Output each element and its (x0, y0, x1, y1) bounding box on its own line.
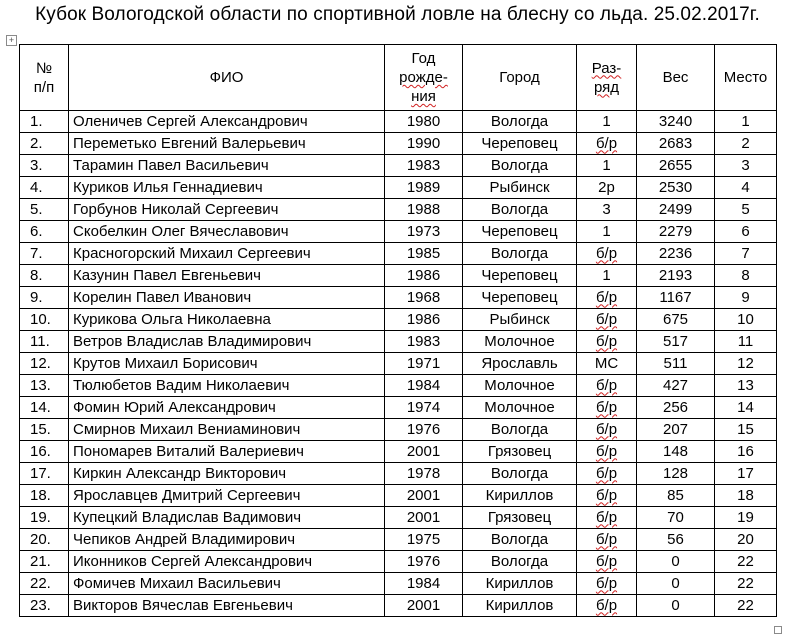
header-city: Город (463, 45, 577, 111)
cell-num: 10. (20, 309, 69, 331)
header-rank (577, 45, 637, 111)
cell-rank-text: б/р (595, 244, 618, 262)
table-header-row (20, 45, 777, 111)
cell-fio: Скобелкин Олег Вячеславович (69, 221, 385, 243)
cell-weight: 148 (637, 441, 715, 463)
cell-rank: МС (577, 353, 637, 375)
cell-place: 18 (715, 485, 777, 507)
cell-rank-text: б/р (595, 486, 618, 504)
cell-year: 1971 (385, 353, 463, 375)
table-row (20, 573, 777, 595)
cell-place: 8 (715, 265, 777, 287)
cell-fio: Ветров Владислав Владимирович (69, 331, 385, 353)
header-place: Место (715, 45, 777, 111)
cell-weight: 85 (637, 485, 715, 507)
cell-weight: 2279 (637, 221, 715, 243)
cell-year: 1974 (385, 397, 463, 419)
header-weight: Вес (637, 45, 715, 111)
cell-year: 1986 (385, 265, 463, 287)
cell-weight: 256 (637, 397, 715, 419)
cell-rank-text: б/р (595, 288, 618, 306)
cell-fio: Иконников Сергей Александрович (69, 551, 385, 573)
cell-weight: 56 (637, 529, 715, 551)
cell-fio: Тюлюбетов Вадим Николаевич (69, 375, 385, 397)
cell-rank (577, 309, 637, 331)
cell-year: 1980 (385, 111, 463, 133)
table-row (20, 375, 777, 397)
cell-year: 2001 (385, 507, 463, 529)
cell-rank (577, 551, 637, 573)
cell-rank: 1 (577, 155, 637, 177)
header-num-line1: № (35, 59, 53, 77)
cell-num: 2. (20, 133, 69, 155)
table-row (20, 529, 777, 551)
cell-rank (577, 595, 637, 617)
cell-num: 14. (20, 397, 69, 419)
cell-weight: 70 (637, 507, 715, 529)
table-row (20, 331, 777, 353)
cell-place: 12 (715, 353, 777, 375)
cell-fio: Пономарев Виталий Валериевич (69, 441, 385, 463)
cell-city: Вологда (463, 419, 577, 441)
cell-rank (577, 287, 637, 309)
header-num (20, 45, 69, 111)
table-row (20, 309, 777, 331)
cell-weight: 1167 (637, 287, 715, 309)
cell-rank-text: б/р (595, 464, 618, 482)
cell-city: Череповец (463, 133, 577, 155)
cell-city: Череповец (463, 287, 577, 309)
cell-weight: 0 (637, 595, 715, 617)
cell-city: Грязовец (463, 507, 577, 529)
table-resize-handle[interactable] (774, 626, 782, 634)
cell-place: 22 (715, 573, 777, 595)
cell-fio: Курикова Ольга Николаевна (69, 309, 385, 331)
cell-num: 3. (20, 155, 69, 177)
cell-year: 1986 (385, 309, 463, 331)
cell-rank-text: б/р (595, 442, 618, 460)
cell-rank-text: б/р (595, 530, 618, 548)
cell-fio: Викторов Вячеслав Евгеньевич (69, 595, 385, 617)
cell-year: 1983 (385, 155, 463, 177)
cell-fio: Горбунов Николай Сергеевич (69, 199, 385, 221)
cell-fio: Переметько Евгений Валерьевич (69, 133, 385, 155)
cell-weight: 3240 (637, 111, 715, 133)
cell-weight: 517 (637, 331, 715, 353)
cell-rank-text: б/р (595, 134, 618, 152)
cell-place: 22 (715, 551, 777, 573)
cell-weight: 207 (637, 419, 715, 441)
cell-city: Молочное (463, 331, 577, 353)
cell-fio: Фомин Юрий Александрович (69, 397, 385, 419)
cell-fio: Красногорский Михаил Сергеевич (69, 243, 385, 265)
cell-weight: 2499 (637, 199, 715, 221)
header-num-line2: п/п (33, 78, 55, 96)
table-row (20, 133, 777, 155)
table-row (20, 111, 777, 133)
cell-num: 6. (20, 221, 69, 243)
cell-rank: 3 (577, 199, 637, 221)
cell-weight: 511 (637, 353, 715, 375)
cell-year: 1984 (385, 375, 463, 397)
cell-rank-text: б/р (595, 508, 618, 526)
cell-year: 1985 (385, 243, 463, 265)
table-row (20, 243, 777, 265)
header-year-line3: ния (411, 88, 436, 105)
cell-fio: Казунин Павел Евгеньевич (69, 265, 385, 287)
table-move-handle-icon[interactable]: + (6, 35, 17, 46)
cell-city: Молочное (463, 397, 577, 419)
cell-fio: Крутов Михаил Борисович (69, 353, 385, 375)
cell-place: 9 (715, 287, 777, 309)
table-row (20, 353, 777, 375)
results-table (19, 44, 777, 617)
cell-city: Вологда (463, 551, 577, 573)
cell-place: 13 (715, 375, 777, 397)
cell-place: 20 (715, 529, 777, 551)
header-rank-line2: ряд (593, 78, 620, 96)
cell-place: 7 (715, 243, 777, 265)
cell-num: 21. (20, 551, 69, 573)
table-row (20, 551, 777, 573)
cell-fio: Тарамин Павел Васильевич (69, 155, 385, 177)
cell-rank: 1 (577, 221, 637, 243)
cell-year: 1976 (385, 419, 463, 441)
cell-place: 11 (715, 331, 777, 353)
cell-num: 9. (20, 287, 69, 309)
cell-fio: Корелин Павел Иванович (69, 287, 385, 309)
cell-rank: 2р (577, 177, 637, 199)
cell-num: 15. (20, 419, 69, 441)
cell-year: 1975 (385, 529, 463, 551)
cell-weight: 128 (637, 463, 715, 485)
header-year (385, 45, 463, 111)
cell-year: 2001 (385, 595, 463, 617)
cell-num: 11. (20, 331, 69, 353)
cell-weight: 2530 (637, 177, 715, 199)
cell-rank: 1 (577, 265, 637, 287)
cell-year: 1984 (385, 573, 463, 595)
cell-rank-text: б/р (595, 376, 618, 394)
header-fio: ФИО (69, 45, 385, 111)
cell-rank (577, 397, 637, 419)
cell-place: 22 (715, 595, 777, 617)
cell-num: 12. (20, 353, 69, 375)
cell-rank: 1 (577, 111, 637, 133)
cell-place: 10 (715, 309, 777, 331)
cell-rank-text: б/р (595, 596, 618, 614)
table-row (20, 199, 777, 221)
cell-city: Вологда (463, 111, 577, 133)
cell-year: 1976 (385, 551, 463, 573)
cell-fio: Фомичев Михаил Васильевич (69, 573, 385, 595)
cell-rank (577, 529, 637, 551)
table-row (20, 507, 777, 529)
table-row (20, 221, 777, 243)
cell-city: Молочное (463, 375, 577, 397)
cell-rank (577, 243, 637, 265)
cell-city: Вологда (463, 243, 577, 265)
cell-num: 20. (20, 529, 69, 551)
cell-rank-text: б/р (595, 310, 618, 328)
cell-city: Вологда (463, 463, 577, 485)
table-row (20, 485, 777, 507)
cell-weight: 2236 (637, 243, 715, 265)
cell-fio: Купецкий Владислав Вадимович (69, 507, 385, 529)
cell-num: 23. (20, 595, 69, 617)
cell-year: 2001 (385, 441, 463, 463)
cell-city: Грязовец (463, 441, 577, 463)
cell-num: 19. (20, 507, 69, 529)
table-row (20, 265, 777, 287)
cell-fio: Ярославцев Дмитрий Сергеевич (69, 485, 385, 507)
cell-num: 18. (20, 485, 69, 507)
cell-place: 15 (715, 419, 777, 441)
cell-place: 2 (715, 133, 777, 155)
cell-place: 4 (715, 177, 777, 199)
table-row (20, 419, 777, 441)
cell-rank-text: б/р (595, 398, 618, 416)
cell-num: 13. (20, 375, 69, 397)
cell-city: Вологда (463, 529, 577, 551)
cell-city: Кириллов (463, 595, 577, 617)
cell-year: 1973 (385, 221, 463, 243)
cell-city: Рыбинск (463, 309, 577, 331)
cell-rank (577, 463, 637, 485)
cell-weight: 675 (637, 309, 715, 331)
table-row (20, 441, 777, 463)
cell-num: 16. (20, 441, 69, 463)
cell-city: Рыбинск (463, 177, 577, 199)
table-row (20, 463, 777, 485)
cell-weight: 0 (637, 551, 715, 573)
cell-rank (577, 485, 637, 507)
cell-num: 8. (20, 265, 69, 287)
cell-rank (577, 441, 637, 463)
cell-num: 17. (20, 463, 69, 485)
document-title: Кубок Вологодской области по спортивной ловле на блесну со льда. 25.02.2017г. (35, 4, 760, 25)
cell-rank (577, 573, 637, 595)
cell-rank-text: б/р (595, 574, 618, 592)
cell-weight: 0 (637, 573, 715, 595)
cell-num: 7. (20, 243, 69, 265)
cell-weight: 2655 (637, 155, 715, 177)
cell-rank (577, 375, 637, 397)
cell-place: 17 (715, 463, 777, 485)
cell-fio: Киркин Александр Викторович (69, 463, 385, 485)
cell-place: 6 (715, 221, 777, 243)
table-row (20, 177, 777, 199)
header-year-line1: Год (411, 50, 436, 67)
cell-city: Ярославль (463, 353, 577, 375)
table-row (20, 595, 777, 617)
cell-city: Вологда (463, 155, 577, 177)
cell-city: Кириллов (463, 485, 577, 507)
cell-weight: 427 (637, 375, 715, 397)
cell-num: 5. (20, 199, 69, 221)
cell-fio: Оленичев Сергей Александрович (69, 111, 385, 133)
cell-place: 14 (715, 397, 777, 419)
cell-place: 19 (715, 507, 777, 529)
cell-fio: Смирнов Михаил Вениаминович (69, 419, 385, 441)
cell-weight: 2193 (637, 265, 715, 287)
header-year-line2: рожде- (399, 69, 448, 86)
cell-fio: Куриков Илья Геннадиевич (69, 177, 385, 199)
cell-year: 1988 (385, 199, 463, 221)
cell-weight: 2683 (637, 133, 715, 155)
cell-city: Кириллов (463, 573, 577, 595)
cell-city: Вологда (463, 199, 577, 221)
cell-rank (577, 331, 637, 353)
cell-num: 1. (20, 111, 69, 133)
cell-year: 1978 (385, 463, 463, 485)
cell-year: 1983 (385, 331, 463, 353)
table-row (20, 397, 777, 419)
cell-year: 2001 (385, 485, 463, 507)
cell-city: Череповец (463, 265, 577, 287)
cell-fio: Чепиков Андрей Владимирович (69, 529, 385, 551)
cell-year: 1989 (385, 177, 463, 199)
cell-rank-text: б/р (595, 332, 618, 350)
table-row (20, 155, 777, 177)
cell-place: 5 (715, 199, 777, 221)
table-row (20, 287, 777, 309)
cell-num: 4. (20, 177, 69, 199)
header-rank-line1: Раз- (591, 59, 622, 77)
cell-place: 16 (715, 441, 777, 463)
cell-rank-text: б/р (595, 552, 618, 570)
cell-place: 1 (715, 111, 777, 133)
cell-rank-text: б/р (595, 420, 618, 438)
table-body (20, 111, 777, 617)
cell-year: 1990 (385, 133, 463, 155)
cell-rank (577, 507, 637, 529)
cell-year: 1968 (385, 287, 463, 309)
cell-num: 22. (20, 573, 69, 595)
cell-city: Череповец (463, 221, 577, 243)
cell-rank (577, 133, 637, 155)
cell-rank (577, 419, 637, 441)
cell-place: 3 (715, 155, 777, 177)
